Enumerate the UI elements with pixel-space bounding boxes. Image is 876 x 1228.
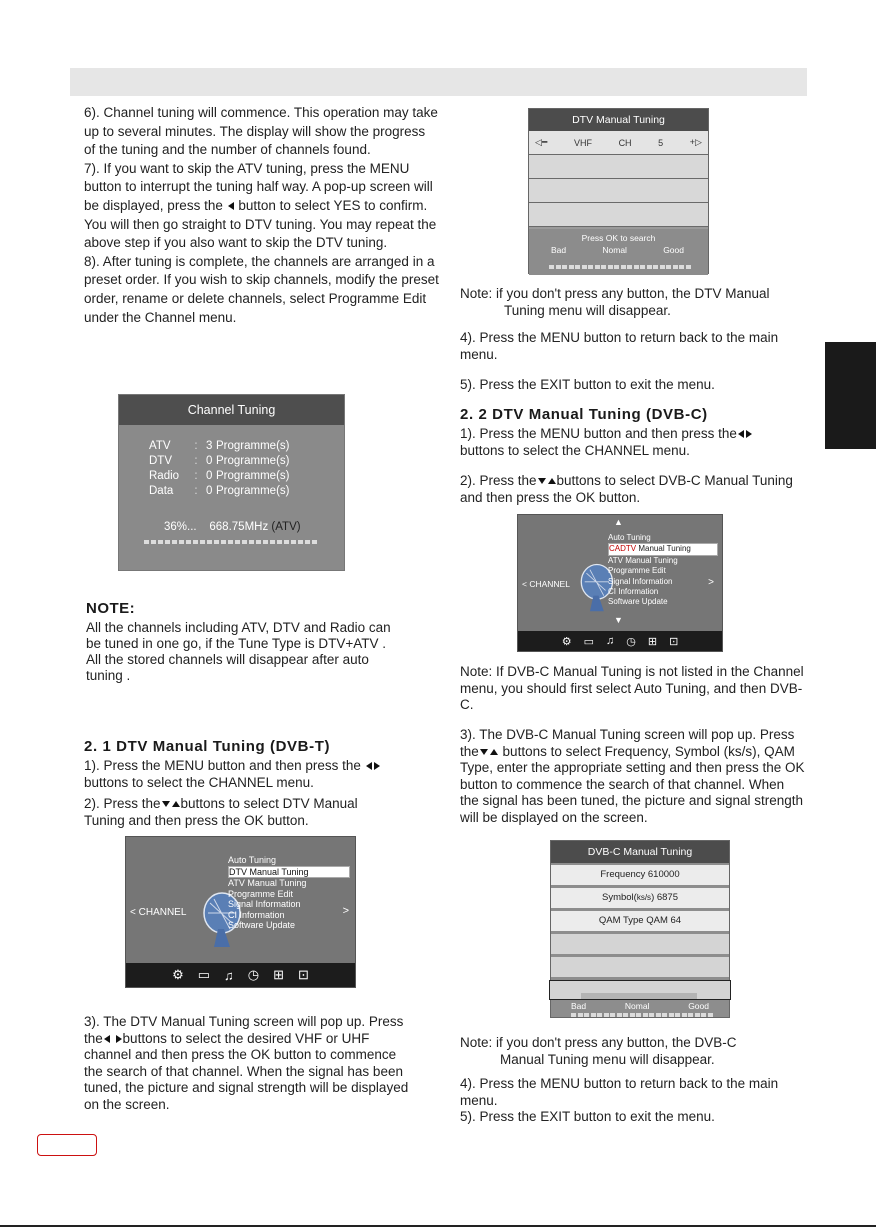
left-arrow-icon: [228, 202, 234, 210]
dtv-manual-tuning-screen: [528, 108, 709, 274]
menu-icon-bar: [126, 963, 355, 987]
signal-normal-label: Nomal: [602, 245, 627, 255]
right-arrow-icon: [746, 430, 752, 438]
tuning-row-atv: ATV : 3 Programme(s): [149, 440, 290, 452]
down-arrow-icon: [480, 749, 488, 755]
music-icon[interactable]: ♫: [605, 635, 615, 647]
dvbc-fields: [551, 863, 729, 1000]
gear-icon[interactable]: ⚙: [561, 635, 572, 648]
step-7: 7). If you want to skip the ATV tuning, press the MENU button to interrupt the tuning half way. A pop-up screen will be displayed, press the button to select YES to confirm. You will then go straight to DTV tuning. You may repeat the above step if you also want to skip the DTV tuning.: [84, 160, 437, 251]
tv-icon[interactable]: ▭: [583, 635, 594, 648]
channel-menu-items: [228, 855, 350, 931]
left-arrow-icon: [366, 762, 372, 770]
up-arrow-icon[interactable]: ▲: [614, 517, 623, 527]
tv-icon[interactable]: ▭: [197, 967, 211, 982]
up-arrow-icon: [548, 478, 556, 484]
tuning-row-dtv: DTV : 0 Programme(s): [149, 455, 290, 467]
left-arrow-icon: [104, 1035, 110, 1043]
channel-tuning-title: Channel Tuning: [119, 395, 344, 425]
left-step-icon[interactable]: ◁━: [535, 137, 548, 147]
note-text-2: All the stored channels will disappear after auto tuning .: [86, 652, 369, 683]
up-arrow-icon: [172, 801, 180, 807]
tuning-mode: (ATV): [271, 521, 301, 533]
signal-scale: [529, 245, 708, 255]
section-2-1-step-3: 3). The DTV Manual Tuning screen will pop up. Press the buttons to select the desired VHF or UHF channel and then press the OK button to commence the search of that channel. When the signal has been tuned, the picture and signal strength will be displayed on the screen.: [84, 1014, 409, 1112]
menu-item-programme-edit[interactable]: Programme Edit: [608, 566, 666, 576]
section-2-1-step-2: 2). Press the buttons to select DTV Manual Tuning and then press the OK button.: [84, 796, 358, 828]
channel-tuning-screen: [118, 394, 345, 571]
menu-item-cadtv-manual-tuning[interactable]: CADTV Manual Tuning: [608, 543, 718, 555]
section-2-1-heading: 2. 1 DTV Manual Tuning (DVB-T): [84, 738, 331, 755]
step-6: 6). Channel tuning will commence. This operation may take up to several minutes. The display will show the progress of the tuning and the number of channels found.: [84, 105, 438, 158]
menu-item-software-update[interactable]: Software Update: [608, 597, 668, 607]
side-tab: [825, 342, 876, 449]
menu-item-programme-edit[interactable]: Programme Edit: [228, 888, 294, 899]
signal-normal-label: Nomal: [624, 1001, 650, 1011]
dvbc-qam-field[interactable]: QAM Type QAM 64: [551, 911, 729, 931]
dtv-ch-value: 5: [658, 137, 664, 148]
left-arrow-icon: [738, 430, 744, 438]
dvbc-empty-row: [551, 934, 729, 954]
step-8: 8). After tuning is complete, the channels are arranged in a preset order. If you wish to skip channels, modify the preset order, rename or delete channels, select Programme Edit under the Channel menu.: [84, 253, 439, 325]
dvbc-manual-title: DVB-C Manual Tuning: [551, 841, 729, 863]
gear-icon[interactable]: ⚙: [172, 967, 184, 982]
dvbc-empty-row: [551, 957, 729, 977]
down-arrow-icon: [162, 801, 170, 807]
section-2-2-step-2: 2). Press the buttons to select DVB-C Manual Tuning and then press the OK button.: [460, 473, 793, 505]
right-step-4b: 4). Press the MENU button to return back to the main menu.: [460, 1076, 779, 1108]
dtv-empty-row: [529, 155, 708, 179]
menu-item-signal-information[interactable]: Signal Information: [228, 899, 301, 909]
note-text-1: All the channels including ATV, DTV and Radio can be tuned in one go, if the Tune Type is DTV+ATV .: [86, 620, 391, 651]
grid-icon[interactable]: ⊞: [647, 635, 658, 648]
dvbc-manual-tuning-screen: [550, 840, 730, 1018]
dtv-empty-row: [529, 203, 708, 227]
grid-icon[interactable]: ⊞: [273, 967, 285, 982]
right-step-5b: 5). Press the EXIT button to exit the menu.: [460, 1109, 715, 1124]
menu-item-atv-manual-tuning[interactable]: ATV Manual Tuning: [608, 555, 678, 565]
tuning-row-data: Data : 0 Programme(s): [149, 485, 290, 497]
note-block: [86, 600, 406, 684]
right-step-icon[interactable]: +▷: [689, 137, 702, 147]
menu-item-dtv-manual-tuning[interactable]: DTV Manual Tuning: [228, 866, 350, 879]
dvbc-signal-strength-bar: [571, 1013, 713, 1017]
menu-item-software-update[interactable]: Software Update: [228, 920, 296, 930]
tuning-percent: 36%...: [164, 521, 197, 533]
channel-menu-dvbc-screen: [517, 514, 723, 652]
instructions-top: [84, 104, 439, 327]
down-arrow-icon[interactable]: ▼: [614, 615, 623, 625]
note-dvbc: Note: If DVB-C Manual Tuning is not listed in the Channel menu, you should first select Auto Tuning, and then DVB-C.: [460, 664, 804, 712]
dtv-manual-title: DTV Manual Tuning: [529, 109, 708, 131]
down-arrow-icon: [538, 478, 546, 484]
dtv-ch-label: CH: [618, 137, 632, 148]
right-step-4: 4). Press the MENU button to return back to the main menu.: [460, 330, 779, 362]
up-arrow-icon: [490, 749, 498, 755]
right-chevron-icon: >: [708, 577, 714, 588]
dvbc-signal-scale: [551, 1001, 729, 1011]
menu-item-auto-tuning[interactable]: Auto Tuning: [608, 533, 651, 542]
note-dtv: Note: if you don't press any button, the DTV Manual Tuning menu will disappear.: [460, 286, 770, 318]
header-bar: [70, 68, 807, 96]
right-chevron-icon: >: [342, 905, 349, 917]
dvbc-frequency-field[interactable]: Frequency 610000: [551, 865, 729, 885]
menu-icon-bar: [518, 631, 722, 651]
dtv-empty-row: [529, 179, 708, 203]
right-arrow-icon: [116, 1035, 122, 1043]
tuning-row-radio: Radio : 0 Programme(s): [149, 470, 290, 482]
channel-side-label: < CHANNEL: [522, 579, 570, 589]
note-heading: NOTE:: [86, 600, 136, 617]
section-2-2-heading: 2. 2 DTV Manual Tuning (DVB-C): [460, 406, 708, 423]
channel-tuning-rows: [149, 439, 289, 499]
section-2-2-step-1: 1). Press the MENU button and then press the buttons to select the CHANNEL menu.: [460, 426, 800, 459]
menu-item-ci-information[interactable]: CI Information: [608, 587, 659, 597]
menu-item-auto-tuning[interactable]: Auto Tuning: [228, 855, 277, 865]
dvbc-signal-track: [581, 993, 697, 999]
section-2-1-step-1: 1). Press the MENU button and then press the buttons to select the CHANNEL menu.: [84, 758, 414, 791]
dtv-prompt: Press OK to search: [581, 233, 656, 243]
menu-item-atv-manual-tuning[interactable]: ATV Manual Tuning: [228, 878, 307, 888]
clock-icon[interactable]: ◷: [626, 635, 636, 648]
signal-good-label: Good: [663, 245, 684, 255]
bottom-rule: [0, 1225, 876, 1227]
dtv-band: VHF: [573, 137, 592, 148]
dvbc-symbol-field[interactable]: Symbol(ks/s) 6875: [551, 888, 729, 908]
tuning-frequency: 668.75MHz: [209, 521, 269, 533]
signal-bad-label: Bad: [551, 245, 567, 255]
channel-menu-screen: [125, 836, 356, 988]
channel-menu-dvbc-items: [608, 533, 718, 608]
right-arrow-icon: [374, 762, 380, 770]
section-2-2-step-3: 3). The DVB-C Manual Tuning screen will pop up. Press the buttons to select Frequency, Symbol (ks/s), QAM Type, enter the appropriate setting and then press the OK button to commence the search of that channel. When the signal has been tuned, the picture and signal strength will be displayed on the screen.: [460, 727, 805, 825]
tuning-progress-bar: [144, 540, 317, 544]
menu-item-signal-information[interactable]: Signal Information: [608, 576, 673, 586]
lock-icon[interactable]: ⊡: [669, 635, 679, 648]
signal-bad-label: Bad: [571, 1001, 587, 1011]
note-dvbc-2: Note: if you don't press any button, the DVB-C Manual Tuning menu will disappear.: [460, 1035, 737, 1067]
music-icon[interactable]: ♫: [224, 967, 234, 983]
right-step-5: 5). Press the EXIT button to exit the menu.: [460, 377, 715, 392]
clock-icon[interactable]: ◷: [247, 967, 260, 982]
signal-strength-bar: [549, 265, 691, 269]
dtv-channel-row[interactable]: [529, 131, 708, 155]
dtv-signal-panel: [529, 229, 708, 275]
tuning-progress-text: [164, 521, 301, 533]
signal-good-label: Good: [688, 1001, 709, 1011]
menu-item-ci-information[interactable]: CI Information: [228, 909, 285, 920]
page-number-badge: [37, 1134, 97, 1156]
lock-icon[interactable]: ⊡: [298, 967, 309, 982]
channel-side-label: < CHANNEL: [130, 907, 187, 918]
